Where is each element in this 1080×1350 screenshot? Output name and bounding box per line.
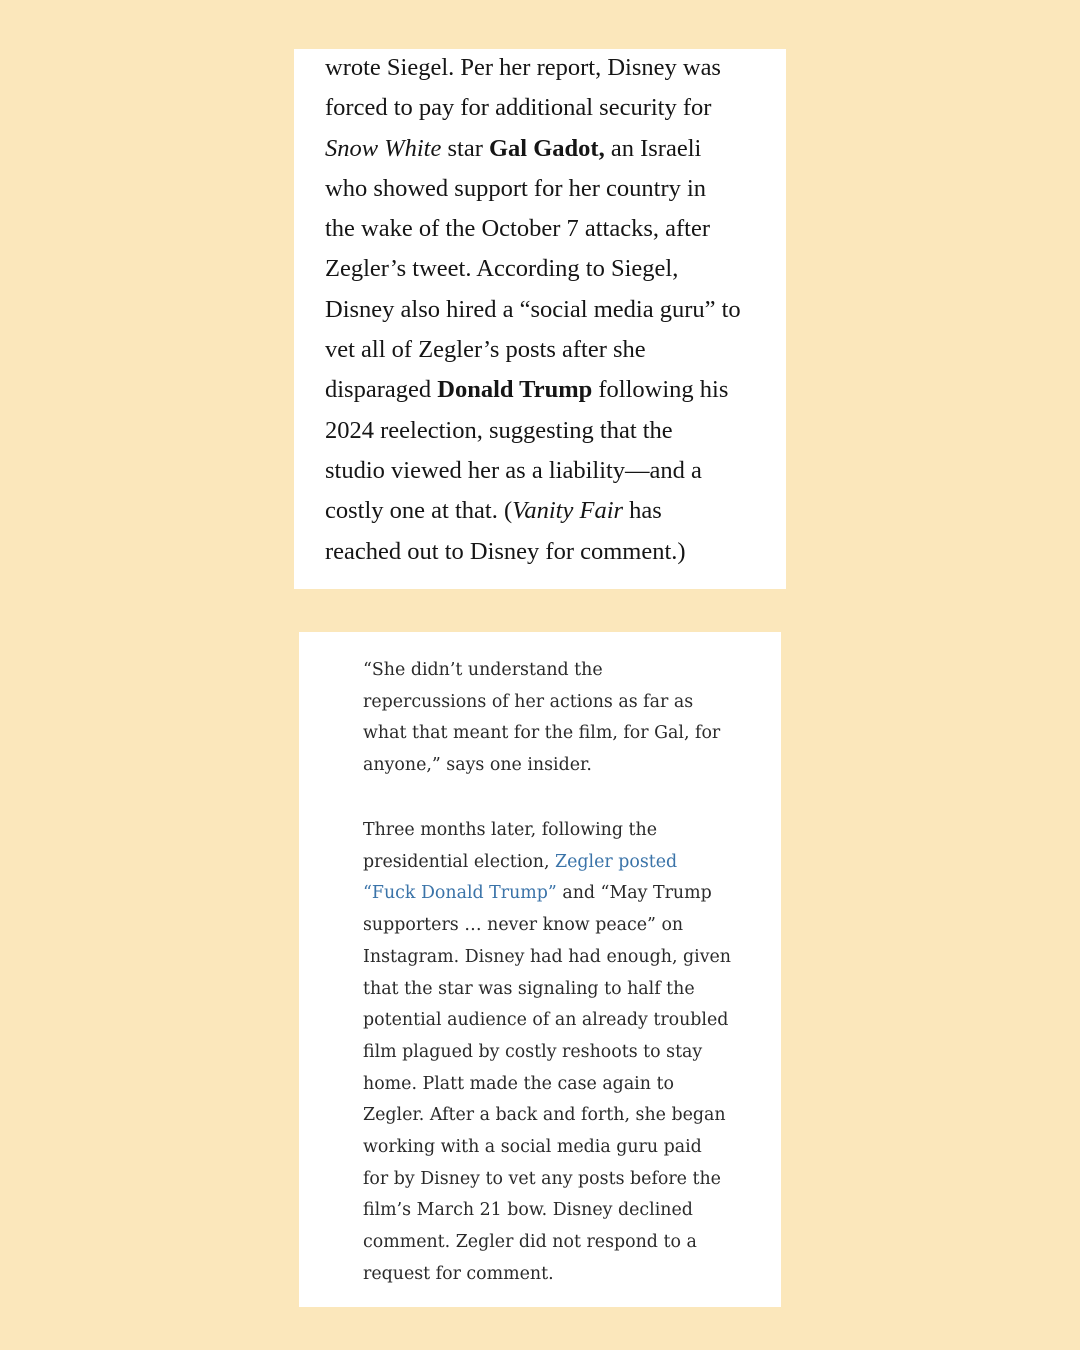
text-line xyxy=(325,532,765,572)
text-line xyxy=(363,974,753,1006)
text-segment: Zegler’s tweet. According to Siegel, xyxy=(325,255,679,283)
text-segment: Three months later, following the xyxy=(363,820,657,840)
text-line xyxy=(325,290,765,330)
text-line xyxy=(325,491,765,531)
text-segment: studio viewed her as a liability—and a xyxy=(325,456,702,484)
text-line xyxy=(363,910,753,942)
text-segment: Disney also hired a “social media guru” to xyxy=(325,295,741,323)
italic-title: Snow White xyxy=(325,134,442,162)
text-line xyxy=(363,1132,753,1164)
text-line xyxy=(363,1037,753,1069)
text-segment: that the star was signaling to half the xyxy=(363,978,695,999)
text-line xyxy=(325,129,765,169)
bold-name: Donald Trump xyxy=(437,376,593,404)
text-segment: potential audience of an already troubled xyxy=(363,1010,729,1031)
text-line xyxy=(363,1227,753,1259)
text-line xyxy=(363,1069,753,1101)
text-segment: an Israeli xyxy=(604,134,702,162)
text-line xyxy=(325,249,765,289)
text-segment: vet all of Zegler’s posts after she xyxy=(325,336,646,364)
text-segment: wrote Siegel. Per her report, Disney was xyxy=(325,54,721,81)
text-segment: comment. Zegler did not respond to a xyxy=(363,1232,697,1253)
text-segment: costly one at that. ( xyxy=(325,497,513,525)
text-segment: following his xyxy=(592,376,729,404)
text-line xyxy=(363,718,753,750)
text-segment: presidential election, xyxy=(363,851,556,872)
text-segment: Instagram. Disney had had enough, given xyxy=(363,946,732,967)
inline-link[interactable]: Zegler posted xyxy=(555,851,678,872)
text-segment: Zegler. After a back and forth, she began xyxy=(363,1105,726,1126)
text-segment: for by Disney to vet any posts before the xyxy=(363,1168,721,1189)
text-segment: anyone,” says one insider. xyxy=(363,755,592,776)
text-line xyxy=(325,451,765,491)
text-segment: star xyxy=(441,134,489,162)
text-segment: repercussions of her actions as far as xyxy=(363,691,694,712)
text-line xyxy=(363,878,753,910)
text-segment: supporters … never know peace” on xyxy=(363,915,684,936)
text-line xyxy=(363,750,753,782)
text-segment: home. Platt made the case again to xyxy=(363,1073,674,1094)
text-line xyxy=(363,1259,753,1291)
text-segment: 2024 reelection, suggesting that the xyxy=(325,416,673,444)
text-segment: working with a social media guru paid xyxy=(363,1137,702,1158)
text-segment: “She didn’t understand the xyxy=(363,660,603,680)
text-line xyxy=(325,209,765,249)
text-line xyxy=(325,411,765,451)
text-segment: reached out to Disney for comment.) xyxy=(325,537,686,565)
text-segment: has xyxy=(623,497,662,525)
text-segment: forced to pay for additional security for xyxy=(325,94,712,122)
thr-excerpt-paragraph-2 xyxy=(363,815,753,1291)
text-line xyxy=(325,330,765,370)
text-segment: request for comment. xyxy=(363,1263,554,1284)
text-segment: what that meant for the film, for Gal, for xyxy=(363,723,721,744)
text-line xyxy=(325,48,765,88)
thr-excerpt-paragraph-1 xyxy=(363,655,753,782)
text-line xyxy=(363,942,753,974)
bold-name: Gal Gadot, xyxy=(489,134,605,162)
italic-title: Vanity Fair xyxy=(512,497,624,525)
text-segment: film plagued by costly reshoots to stay xyxy=(363,1041,703,1062)
text-segment: disparaged xyxy=(325,376,438,404)
text-line xyxy=(363,815,753,847)
vanity-fair-excerpt-text xyxy=(325,48,765,572)
inline-link[interactable]: “Fuck Donald Trump” xyxy=(363,883,557,904)
text-line xyxy=(363,655,753,687)
text-line xyxy=(363,1195,753,1227)
text-line xyxy=(363,1005,753,1037)
text-segment: who showed support for her country in xyxy=(325,174,707,202)
text-segment: film’s March 21 bow. Disney declined xyxy=(363,1200,693,1221)
text-line xyxy=(325,370,765,410)
text-line xyxy=(325,169,765,209)
text-line xyxy=(363,1100,753,1132)
text-line xyxy=(363,1164,753,1196)
text-line xyxy=(363,687,753,719)
text-line xyxy=(363,847,753,879)
text-segment: and “May Trump xyxy=(556,883,712,904)
text-line xyxy=(325,88,765,128)
text-segment: the wake of the October 7 attacks, after xyxy=(325,215,711,243)
